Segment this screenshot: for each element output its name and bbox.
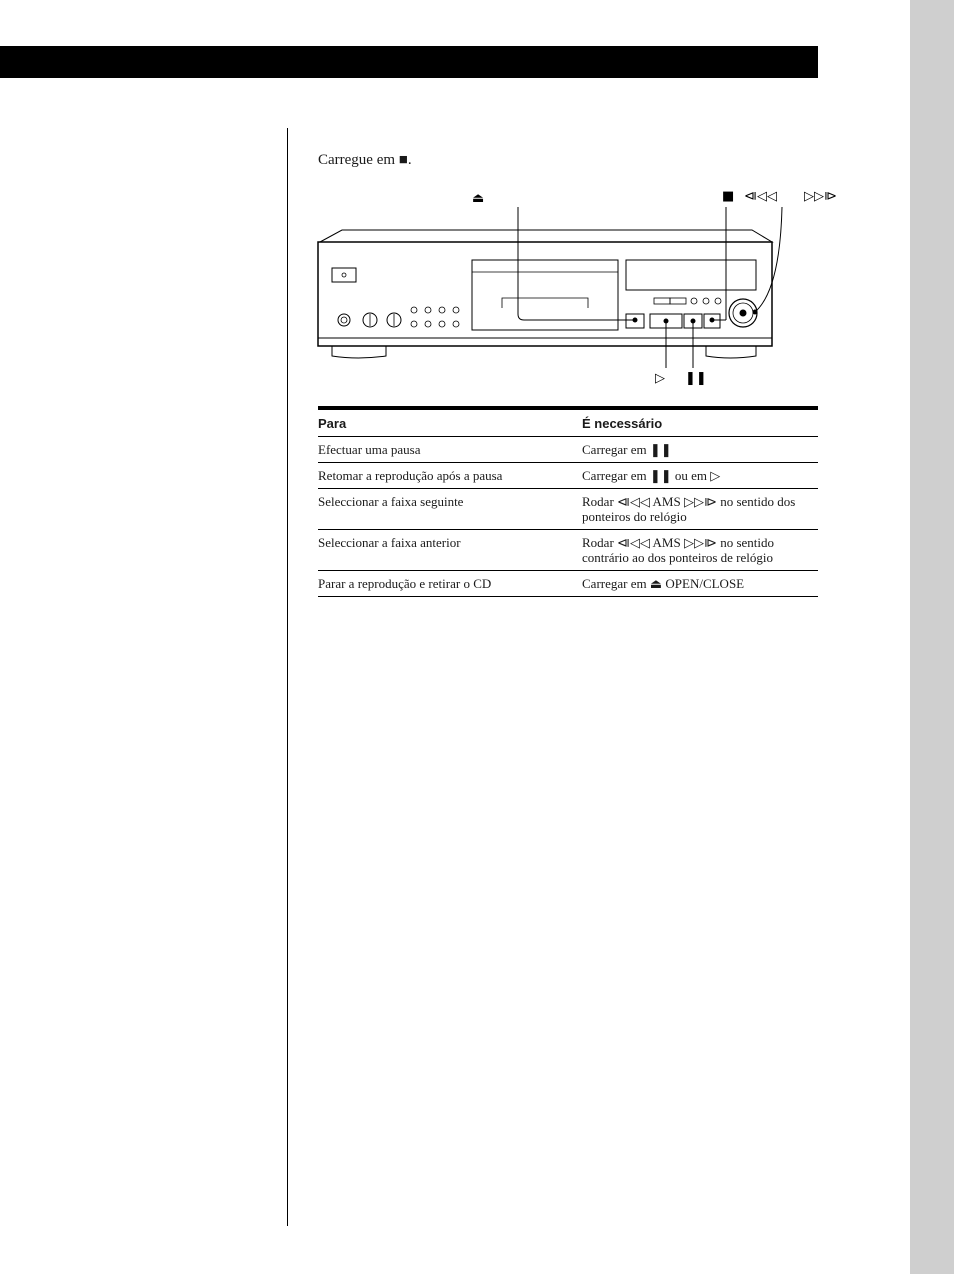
side-tab-strip (910, 0, 954, 1274)
cd-player-diagram (310, 180, 840, 390)
table-row (318, 463, 818, 489)
table-cell-action: Efectuar uma pausa (318, 437, 582, 463)
table-cell-action: Seleccionar a faixa seguinte (318, 489, 582, 530)
table-cell-instruction: Rodar ⧏◁◁ AMS ▷▷⧐ no sentido dos ponteiros do relógio (582, 489, 818, 530)
table-cell-action: Seleccionar a faixa anterior (318, 530, 582, 571)
header-bar (0, 46, 818, 78)
column-divider (287, 128, 288, 1226)
callout-leaders (518, 207, 782, 368)
table-row (318, 530, 818, 571)
callout-eject-label: ⏏ (472, 191, 485, 206)
callout-prev-label: ⧏◁◁ (744, 189, 777, 204)
instruction-text: Carregue em ■. (318, 152, 412, 168)
callout-stop-label: ■ (722, 189, 735, 204)
table-row (318, 489, 818, 530)
callout-pause-label: ❚❚ (685, 371, 707, 386)
table-row (318, 437, 818, 463)
callout-play-label: ▷ (655, 371, 665, 386)
column-header-para: Para (318, 408, 582, 437)
table-cell-action: Retomar a reprodução após a pausa (318, 463, 582, 489)
table-cell-action: Parar a reprodução e retirar o CD (318, 571, 582, 597)
cd-player-body (318, 230, 772, 358)
table-cell-instruction: Carregar em ⏏ OPEN/CLOSE (582, 571, 818, 597)
callout-next-label: ▷▷⧐ (804, 189, 837, 204)
column-header-necessario: É necessário (582, 408, 818, 437)
table-cell-instruction: Carregar em ❚❚ (582, 437, 818, 463)
table-header-row (318, 408, 818, 437)
table-row (318, 571, 818, 597)
table-cell-instruction: Rodar ⧏◁◁ AMS ▷▷⧐ no sentido contrário ao dos ponteiros de relógio (582, 530, 818, 571)
table-cell-instruction: Carregar em ❚❚ ou em ▷ (582, 463, 818, 489)
operations-table (318, 406, 818, 597)
